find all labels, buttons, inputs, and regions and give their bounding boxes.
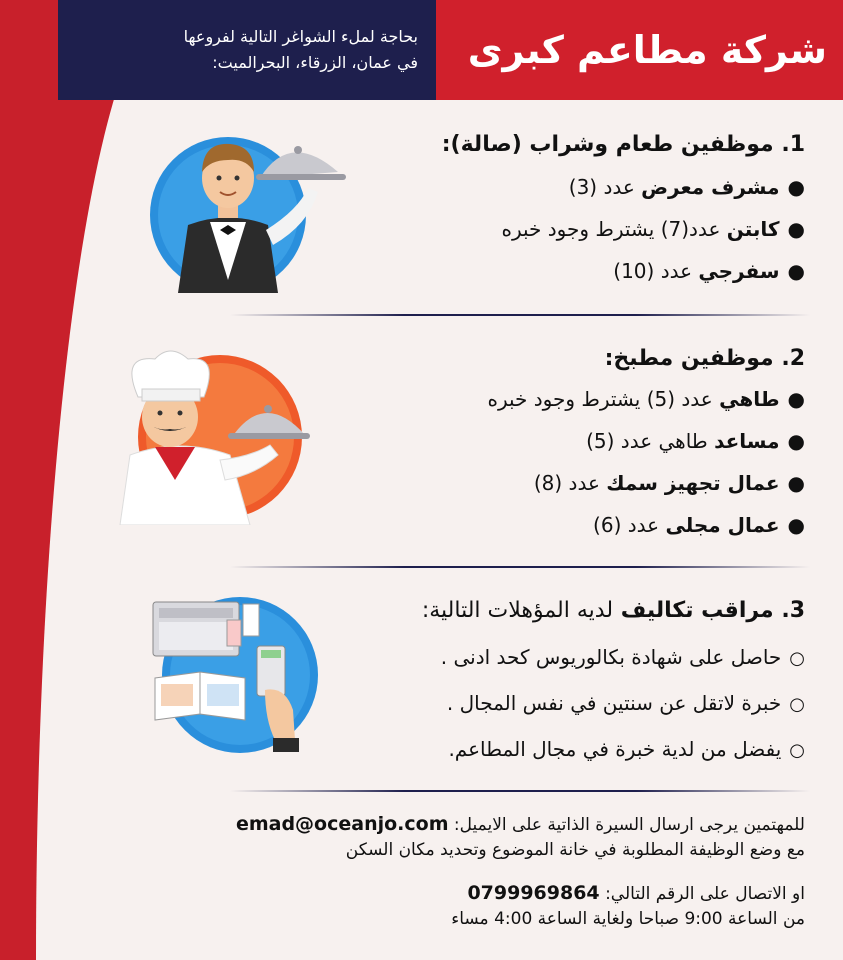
section-divider (230, 314, 810, 316)
list-item (442, 166, 805, 208)
accountant-icon (145, 590, 325, 760)
email-link[interactable]: emad@oceanjo.com (235, 813, 449, 835)
role-detail: عدد (5) يشترط وجود خبره (487, 387, 713, 411)
list-item (487, 504, 805, 546)
contact-footer (236, 812, 805, 932)
section-dining-staff (442, 130, 805, 292)
email-prompt: للمهتمين يرجى ارسال السيرة الذاتية على الايميل: (453, 815, 805, 835)
circle-bullet-icon: ○ (789, 648, 805, 669)
role-label: مساعد (714, 429, 780, 453)
hours-line: من الساعة 9:00 صباحا ولغاية الساعة 4:00 مساء (451, 909, 805, 929)
chef-icon (100, 345, 320, 525)
list-item (422, 682, 805, 726)
instructions-line: مع وضع الوظيفة المطلوبة في خانة الموضوع وتحديد مكان السكن (345, 840, 805, 860)
section-cost-controller (422, 596, 805, 772)
header-subtitle-box (58, 0, 436, 100)
section-title-bold: 3. مراقب تكاليف (620, 598, 805, 623)
bullet-icon: ● (787, 217, 805, 241)
phone-number[interactable]: 0799969864 (467, 882, 600, 904)
qualification-text: خبرة لاتقل عن سنتين في نفس المجال . (446, 691, 782, 715)
email-line (236, 812, 805, 838)
qualification-text: حاصل على شهادة بكالوريوس كحد ادنى . (440, 645, 782, 669)
bullet-icon: ● (787, 175, 805, 199)
section-title: 1. موظفين طعام وشراب (صالة): (441, 132, 805, 157)
role-detail: طاهي عدد (5) (586, 429, 708, 453)
bullet-icon: ● (787, 429, 805, 453)
section-title (422, 596, 805, 626)
section-title-rest: لديه المؤهلات التالية: (421, 598, 614, 623)
list-item (422, 728, 805, 772)
role-detail: عدد (3) (568, 175, 635, 199)
header-subtitle-line1: بحاجة لملء الشواغر التالية لفروعها (183, 27, 418, 46)
role-label: عمال مجلى (665, 513, 780, 537)
list-item (487, 420, 805, 462)
role-label: سفرجي (698, 259, 780, 283)
phone-line (236, 881, 805, 907)
list-item (442, 250, 805, 292)
role-label: مشرف معرض (641, 175, 780, 199)
role-detail: عدد (8) (533, 471, 600, 495)
bullet-icon: ● (787, 387, 805, 411)
header-title-box (436, 0, 843, 100)
bullet-icon: ● (787, 513, 805, 537)
section-divider (230, 566, 810, 568)
bullet-icon: ● (787, 259, 805, 283)
role-detail: عدد (10) (613, 259, 693, 283)
section-divider (230, 790, 810, 792)
circle-bullet-icon: ○ (789, 694, 805, 715)
role-label: كابتن (726, 217, 780, 241)
bullet-icon: ● (787, 471, 805, 495)
section-kitchen-staff (487, 344, 805, 546)
qualification-text: يفضل من لدية خبرة في مجال المطاعم. (448, 737, 782, 761)
circle-bullet-icon: ○ (789, 740, 805, 761)
list-item (487, 378, 805, 420)
section-title: 2. موظفين مطبخ: (604, 346, 805, 371)
phone-prompt: او الاتصال على الرقم التالي: (605, 884, 805, 904)
page-title: شركة مطاعم كبرى (467, 28, 827, 72)
role-detail: عدد(7) يشترط وجود خبره (501, 217, 721, 241)
header-subtitle-line2: في عمان، الزرقاء، البحرالميت: (212, 53, 418, 72)
list-item (487, 462, 805, 504)
role-detail: عدد (6) (593, 513, 660, 537)
role-label: عمال تجهيز سمك (606, 471, 780, 495)
list-item (442, 208, 805, 250)
list-item (422, 636, 805, 680)
role-label: طاهي (719, 387, 780, 411)
waiter-icon (148, 130, 358, 300)
